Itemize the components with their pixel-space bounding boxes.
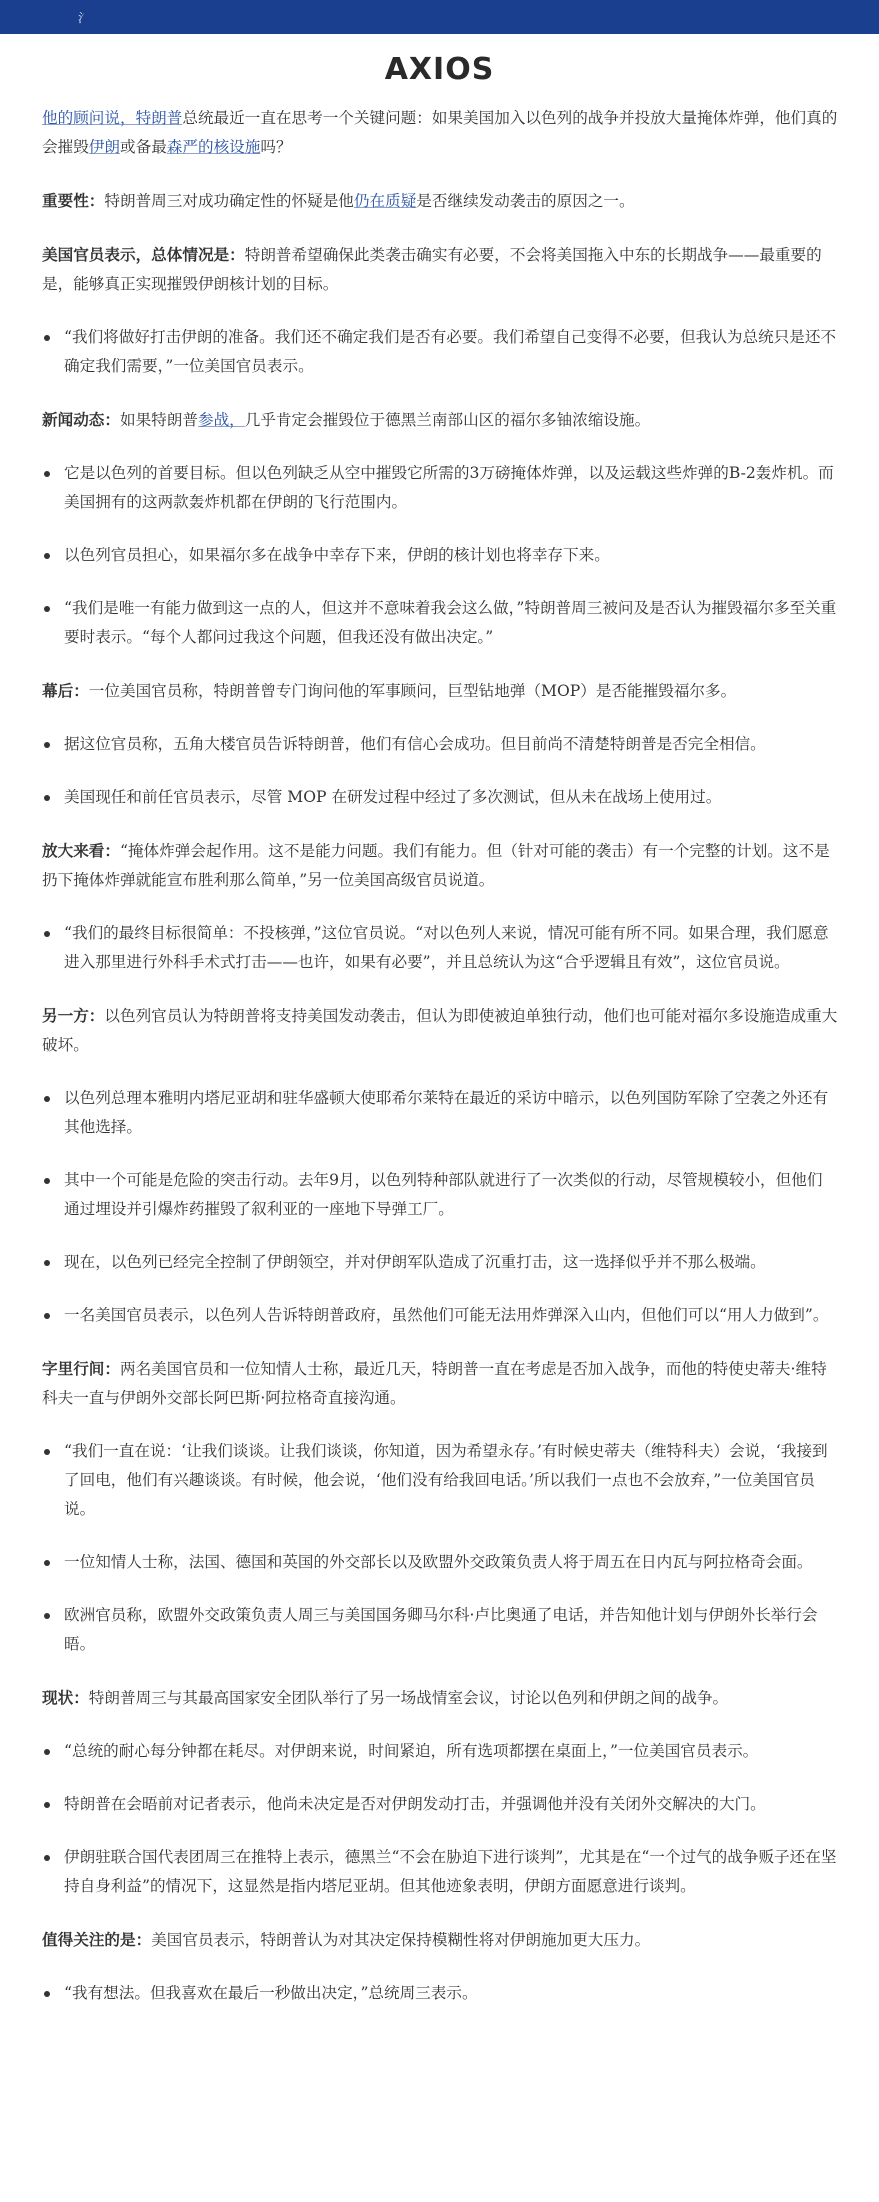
top-bar-mark: 氵 [78, 11, 91, 25]
watch-lead: 值得关注的是： [42, 1930, 152, 1949]
other-side-paragraph [42, 1001, 838, 1060]
list-item: 现在，以色列已经完全控制了伊朗领空，并对伊朗军队造成了沉重打击，这一选择似乎并不那么极端。 [42, 1248, 838, 1277]
article-body [42, 104, 838, 2032]
importance-paragraph [42, 186, 838, 216]
list-item: “我们是唯一有能力做到这一点的人，但这并不意味着我会这么做，”特朗普周三被问及是否认为摧毁福尔多至关重要时表示。“每个人都问过我这个问题，但我还没有做出决定。” [42, 594, 838, 652]
watch-paragraph [42, 1925, 838, 1955]
intro-text-3: 吗？ [260, 138, 292, 156]
importance-lead: 重要性： [42, 191, 105, 210]
list-item: 欧洲官员称，欧盟外交政策负责人周三与美国国务卿马尔科·卢比奥通了电话，并告知他计划与伊朗外长举行会晤。 [42, 1601, 838, 1659]
status-paragraph [42, 1683, 838, 1713]
big-picture-list [42, 323, 838, 381]
other-side-lead: 另一方： [42, 1006, 105, 1025]
list-item: 美国现任和前任官员表示，尽管 MOP 在研发过程中经过了多次测试，但从未在战场上使用过。 [42, 783, 838, 812]
list-item: 它是以色列的首要目标。但以色列缺乏从空中摧毁它所需的3万磅掩体炸弹，以及运载这些炸弹的B-2轰炸机。而美国拥有的这两款轰炸机都在伊朗的飞行范围内。 [42, 459, 838, 517]
big-picture-paragraph [42, 240, 838, 299]
top-bar [0, 0, 879, 34]
behind-text: 一位美国官员称，特朗普曾专门询问他的军事顾问，巨型钻地弹（MOP）是否能摧毁福尔多。 [88, 682, 737, 700]
behind-paragraph [42, 676, 838, 706]
list-item: “我们将做好打击伊朗的准备。我们还不确定我们是否有必要。我们希望自己变得不必要，但我认为总统只是还不确定我们需要，”一位美国官员表示。 [42, 323, 838, 381]
other-side-text: 以色列官员认为特朗普将支持美国发动袭击，但认为即使被迫单独行动，他们也可能对福尔多设施造成重大破坏。 [42, 1007, 838, 1054]
behind-list [42, 730, 838, 812]
list-item: 以色列总理本雅明内塔尼亚胡和驻华盛顿大使耶希尔莱特在最近的采访中暗示，以色列国防军除了空袭之外还有其他选择。 [42, 1084, 838, 1142]
list-item: “我有想法。但我喜欢在最后一秒做出决定，”总统周三表示。 [42, 1979, 838, 2008]
list-item: 据这位官员称，五角大楼官员告诉特朗普，他们有信心会成功。但目前尚不清楚特朗普是否完全相信。 [42, 730, 838, 759]
list-item: 一名美国官员表示，以色列人告诉特朗普政府，虽然他们可能无法用炸弹深入山内，但他们可以“用人力做到”。 [42, 1301, 838, 1330]
news-text-1: 如果特朗普 [119, 411, 198, 429]
intro-text-2: 或备最 [120, 138, 167, 156]
axios-logo[interactable]: AXIOS [384, 52, 495, 87]
between-lines-paragraph [42, 1354, 838, 1413]
intro-link-advisers[interactable]: 他的顾问说，特朗普 [42, 109, 183, 127]
intro-paragraph [42, 104, 838, 162]
list-item: 一位知情人士称，法国、德国和英国的外交部长以及欧盟外交政策负责人将于周五在日内瓦与阿拉格奇会面。 [42, 1548, 838, 1577]
intro-link-nuclear-facility[interactable]: 森严的核设施 [166, 138, 261, 156]
zoom-out-text: “掩体炸弹会起作用。这不是能力问题。我们有能力。但（针对可能的袭击）有一个完整的计划。这不是扔下掩体炸弹就能宣布胜利那么简单，”另一位美国高级官员说道。 [42, 842, 830, 889]
news-list [42, 459, 838, 652]
zoom-out-paragraph [42, 836, 838, 895]
news-paragraph [42, 405, 838, 435]
big-picture-text: 特朗普希望确保此类袭击确实有必要，不会将美国拖入中东的长期战争——最重要的是，能够真正实现摧毁伊朗核计划的目标。 [42, 246, 822, 293]
news-lead: 新闻动态： [42, 410, 120, 429]
importance-link[interactable]: 仍在质疑 [353, 192, 417, 210]
news-text-2: 几乎肯定会摧毁位于德黑兰南部山区的福尔多铀浓缩设施。 [244, 411, 651, 429]
list-item: 其中一个可能是危险的突击行动。去年9月，以色列特种部队就进行了一次类似的行动，尽管规模较小，但他们通过埋设并引爆炸药摧毁了叙利亚的一座地下导弹工厂。 [42, 1166, 838, 1224]
list-item: “我们的最终目标很简单：不投核弹，”这位官员说。“对以色列人来说，情况可能有所不同。如果合理，我们愿意进入那里进行外科手术式打击——也许，如果有必要”，并且总统认为这“合乎逻辑且有效”，这位官员说。 [42, 919, 838, 977]
list-item: “我们一直在说：‘让我们谈谈。让我们谈谈，你知道，因为希望永存。’有时候史蒂夫（维特科夫）会说，‘我接到了回电，他们有兴趣谈谈。有时候，他会说，‘他们没有给我回电话。’所以我们一点也不会放弃，”一位美国官员说。 [42, 1437, 838, 1524]
list-item: “总统的耐心每分钟都在耗尽。对伊朗来说，时间紧迫，所有选项都摆在桌面上，”一位美国官员表示。 [42, 1737, 838, 1766]
behind-lead: 幕后： [42, 681, 89, 700]
watch-text: 美国官员表示，特朗普认为对其决定保持模糊性将对伊朗施加更大压力。 [151, 1931, 651, 1949]
intro-link-iran[interactable]: 伊朗 [88, 138, 120, 156]
zoom-out-list [42, 919, 838, 977]
watch-list [42, 1979, 838, 2008]
list-item: 伊朗驻联合国代表团周三在推特上表示，德黑兰“不会在胁迫下进行谈判”，尤其是在“一个过气的战争贩子还在坚持自身利益”的情况下，这显然是指内塔尼亚胡。但其他迹象表明，伊朗方面愿意进行谈判。 [42, 1843, 838, 1901]
zoom-out-lead: 放大来看： [42, 841, 120, 860]
status-list [42, 1737, 838, 1901]
list-item: 特朗普在会晤前对记者表示，他尚未决定是否对伊朗发动打击，并强调他并没有关闭外交解决的大门。 [42, 1790, 838, 1819]
news-link-join-war[interactable]: 参战， [197, 411, 245, 429]
list-item: 以色列官员担心，如果福尔多在战争中幸存下来，伊朗的核计划也将幸存下来。 [42, 541, 838, 570]
big-picture-lead: 美国官员表示，总体情况是： [42, 245, 245, 264]
between-lines-list [42, 1437, 838, 1659]
status-text: 特朗普周三与其最高国家安全团队举行了另一场战情室会议，讨论以色列和伊朗之间的战争。 [88, 1689, 729, 1707]
status-lead: 现状： [42, 1688, 89, 1707]
importance-text-2: 是否继续发动袭击的原因之一。 [416, 192, 635, 210]
intro-text-1: 总统最近一直在思考一个关键问题：如果美国加入以色列的战争并投放大量掩体炸弹，他们真的会摧毁 [42, 109, 838, 156]
between-lines-text: 两名美国官员和一位知情人士称，最近几天，特朗普一直在考虑是否加入战争，而他的特使史蒂夫·维特科夫一直与伊朗外交部长阿巴斯·阿拉格奇直接沟通。 [42, 1360, 827, 1407]
importance-text-1: 特朗普周三对成功确定性的怀疑是他 [104, 192, 354, 210]
other-side-list [42, 1084, 838, 1330]
between-lines-lead: 字里行间： [42, 1359, 120, 1378]
